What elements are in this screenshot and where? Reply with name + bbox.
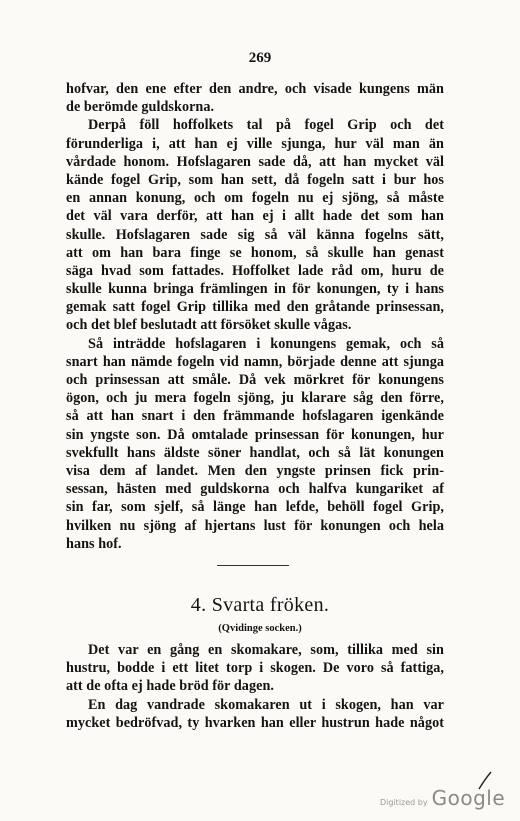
text-line: Så inträdde hofslagaren i konungens gemak, och så bbox=[88, 335, 444, 352]
text-line: en annan konung, och om fogeln nu ej sjöng, så måste bbox=[66, 190, 444, 207]
text-line: och det blef beslutadt att försöket skulle vågas. bbox=[66, 317, 352, 334]
page-number: 269 bbox=[248, 50, 272, 66]
text-line: det väl vara derför, att han ej i allt hade det som han bbox=[66, 208, 444, 225]
text-line: sin yngste son. Då omtalade prinsessan för konungen, hur bbox=[66, 426, 444, 443]
text-line: Derpå föll hoffolkets tal på fogel Grip och det bbox=[88, 117, 444, 134]
text-line: gemak satt fogel Grip tillika med den gråtande prinsessan, bbox=[66, 299, 444, 316]
text-line: Det var en gång en skomakare, som, tillika med sin bbox=[88, 642, 444, 658]
text-line: svekfullt hans äldste söner handlat, och så lät konungen bbox=[66, 444, 444, 461]
text-line: snart han nämde fogeln vid namn, började denne att sjunga bbox=[66, 353, 444, 370]
text-line: ögon, och ju mera fogeln sjöng, ju klarare såg den förre, bbox=[66, 390, 444, 407]
text-line: skulle. Hofslagaren sade sig så väl känna fogelns sätt, bbox=[66, 226, 444, 243]
text-line: hofvar, den ene efter den andre, och visade kungens män bbox=[66, 81, 444, 97]
text-line: En dag vandrade skomakaren ut i skogen, han var bbox=[88, 696, 444, 713]
text-line: mycket bedröfvad, ty hvarken han eller hustrun hade något bbox=[66, 714, 444, 731]
google-logo: Google bbox=[431, 786, 506, 810]
section-title: 4. Svarta fröken. bbox=[190, 594, 330, 616]
text-line: hustru, bodde i ett litet torp i skogen. De voro så fattiga, bbox=[66, 660, 444, 677]
text-line: förunderliga i, att han ej ville sjunga, hur väl man än bbox=[66, 135, 444, 152]
text-line: hans hof. bbox=[66, 535, 122, 552]
section-subtitle: (Qvidinge socken.) bbox=[218, 623, 302, 634]
text-line: och prinsessan att småle. Då vek mörkret för konungens bbox=[66, 372, 444, 388]
text-line: skulle kunna bringa främlingen in för konungen, ty i hans bbox=[66, 281, 444, 298]
body-text-continued bbox=[66, 80, 444, 553]
text-line: hvilken nu sjöng af hjertans lust för konungen och hela bbox=[66, 517, 444, 534]
text-line: sessan, hästen med guldskorna och halfva kungariket af bbox=[66, 481, 444, 498]
text-line: visa dem af landet. Men den yngste prinsen fick prin- bbox=[66, 462, 444, 479]
text-line: så att han snart i den främmande hofslagaren igenkände bbox=[66, 408, 444, 425]
text-line: vårdade honom. Hofslagaren sade då, att han mycket väl bbox=[66, 153, 444, 170]
text-line: säga hvad som fattades. Hoffolket lade råd om, huru de bbox=[66, 262, 444, 279]
text-line: de berömde guldskorna. bbox=[66, 99, 215, 116]
text-line: sin far, som sjelf, så länge han lefde, behöll fogel Grip, bbox=[66, 499, 444, 516]
digitized-watermark bbox=[380, 786, 505, 810]
section-divider bbox=[217, 565, 289, 566]
watermark-prefix: Digitized by bbox=[380, 798, 428, 807]
body-text-new-section bbox=[66, 641, 444, 732]
text-line: att om han bara finge se honom, så skulle han genast bbox=[66, 244, 444, 261]
text-line: att de ofta ej hade bröd för dagen. bbox=[66, 678, 274, 695]
text-line: kände fogel Grip, som han sett, då fogeln satt i bur hos bbox=[66, 171, 444, 188]
